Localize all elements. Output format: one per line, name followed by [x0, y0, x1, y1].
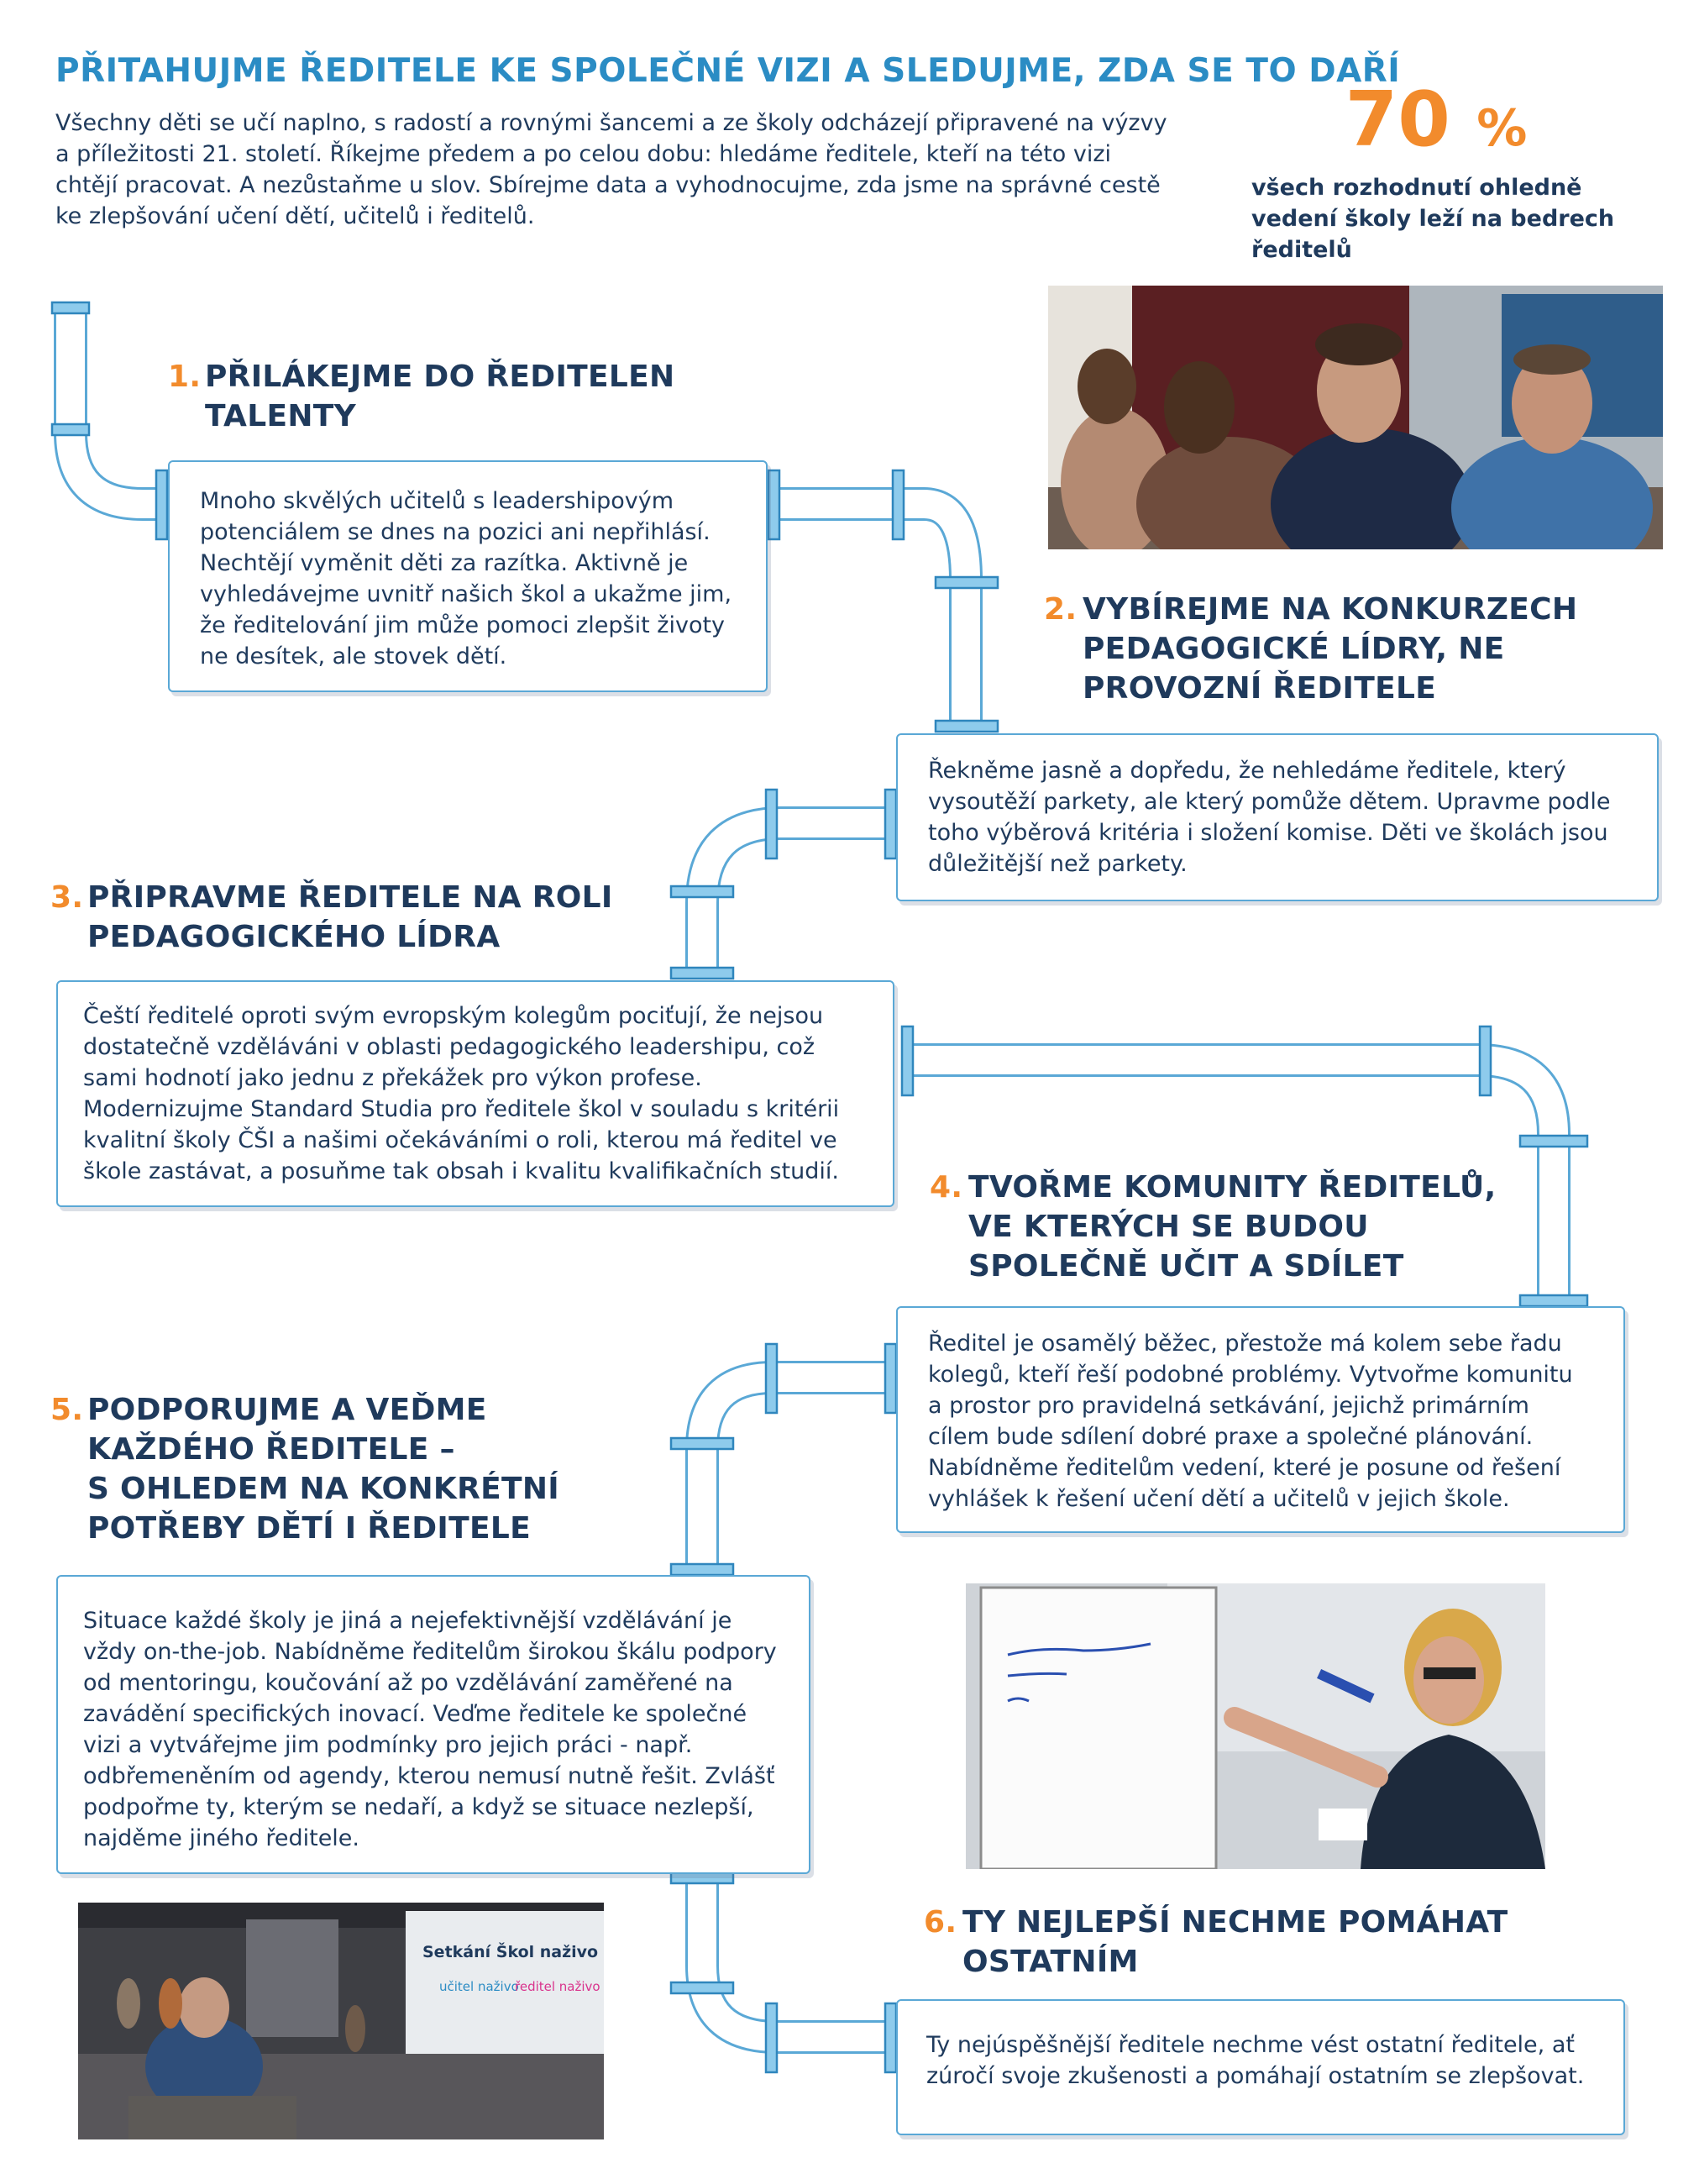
step-5-title-line-2: KAŽDÉHO ŘEDITELE – [87, 1432, 455, 1467]
step-2-box [896, 733, 1659, 901]
photo-flipchart-presenter [966, 1583, 1545, 1869]
step-2-text: Řekněme jasně a dopředu, že nehledáme ředitele, který vysoutěží parkety, ale který pomůže dětem. Upravme podle toho výběrová kritéria i složení komise. Děti ve školách jsou důležitější než parkety. [928, 758, 1611, 877]
step-5-title-line-4: POTŘEBY DĚTÍ I ŘEDITELE [87, 1511, 531, 1546]
step-2-title-line-2: PEDAGOGICKÉ LÍDRY, NE [1083, 632, 1505, 666]
step-3-box [56, 980, 894, 1207]
step-4-heading [930, 1168, 1496, 1286]
step-6-number: 6. [924, 1905, 957, 1940]
step-5-box [56, 1575, 810, 1874]
step-3-title-line-2: PEDAGOGICKÉHO LÍDRA [87, 920, 501, 954]
step-6-title-line-2: OSTATNÍM [962, 1945, 1139, 1979]
photo-event-hall [78, 1903, 604, 2139]
step-4-title-line-3: SPOLEČNĚ UČIT A SDÍLET [968, 1249, 1404, 1284]
step-1-heading [168, 357, 674, 436]
step-1-box [168, 460, 768, 692]
pipe-segment-2 [768, 470, 998, 732]
step-4-title-line-2: VE KTERÝCH SE BUDOU [968, 1210, 1369, 1244]
pipe-segment-1 [52, 302, 168, 539]
step-3-heading [50, 878, 613, 957]
step-2-heading [1044, 590, 1577, 708]
step-2-title-line-3: PROVOZNÍ ŘEDITELE [1083, 671, 1437, 706]
stat-description: všech rozhodnutí ohledně vedení školy leží na bedrech ředitelů [1251, 175, 1615, 263]
step-2-title-line-1: VYBÍREJME NA KONKURZECH [1083, 592, 1578, 627]
intro-paragraph: Všechny děti se učí naplno, s radostí a rovnými šancemi a ze školy odcházejí připravené na výzvy a příležitosti 21. století. Říkejme předem a po celou dobu: hledáme ředitele, kteří na této vizi chtějí pracovat. A nezůstaňme u slov. Sbírejme data a vyhodnocujme, zda jsme na správné cestě ke zlepšování učení dětí, učitelů i ředitelů. [55, 110, 1167, 229]
screen-logo-left: učitel naživo [439, 1979, 519, 1994]
step-5-text: Situace každé školy je jiná a nejefektivnější vzdělávání je vždy on-the-job. Nabídněme ředitelům širokou škálu podpory od mentoringu, koučování až po vzdělávání zaměřené na zavádění specifických inovací. Veďme ředitele ke společné vizi a vytvářejme jim podmínky pro jejich práci - např. odbřemeněním od agendy, kterou nemusí nutně řešit. Zvlášť podpořme ty, kterým se nedaří, a když se situace nezlepší, najděme jiného ředitele. [83, 1608, 777, 1851]
pipe-segment-3 [671, 790, 896, 979]
step-1-title-line-2: TALENTY [205, 399, 357, 433]
step-5-heading [50, 1390, 559, 1548]
step-6-box [896, 1999, 1625, 2135]
photo-workshop-participants [1048, 286, 1663, 549]
page-title: PŘITAHUJME ŘEDITELE KE SPOLEČNÉ VIZI A SLEDUJME, ZDA SE TO DAŘÍ [55, 52, 1401, 90]
step-1-text: Mnoho skvělých učitelů s leadershipovým potenciálem se dnes na pozici ani nepřihlásí. Nechtějí vyměnit děti za razítka. Aktivně je vyhledávejme uvnitř našich škol a ukažme jim, že ředitelování jim může pomoci zlepšit životy ne desítek, ale stovek dětí. [200, 488, 732, 669]
step-6-heading [924, 1903, 1508, 1982]
screen-title: Setkání Škol naživo [422, 1943, 599, 1961]
step-3-number: 3. [50, 880, 84, 915]
step-4-text: Ředitel je osamělý běžec, přestože má kolem sebe řadu kolegů, kteří řeší podobné problémy. Vytvořme komunitu a prostor pro pravidelná setkávání, jejichž primárním cílem bude sdílení dobré praxe a společné plánování. Nabídněme ředitelům vedení, které je posune od řešení vyhlášek k řešení učení dětí a učitelů v jejich škole. [928, 1331, 1573, 1512]
step-6-title-line-1: TY NEJLEPŠÍ NECHME POMÁHAT [962, 1905, 1508, 1940]
step-4-title-line-1: TVOŘME KOMUNITY ŘEDITELŮ, [968, 1170, 1497, 1205]
step-1-title-line-1: PŘILÁKEJME DO ŘEDITELEN [205, 360, 675, 394]
step-1-number: 1. [168, 360, 202, 394]
stat-number [1310, 76, 1562, 164]
stat-value: 70 [1345, 76, 1450, 164]
step-2-number: 2. [1044, 592, 1078, 627]
step-3-title-line-1: PŘIPRAVME ŘEDITELE NA ROLI [87, 880, 613, 915]
step-5-title-line-3: S OHLEDEM NA KONKRÉTNÍ [87, 1472, 559, 1506]
step-5-title-line-1: PODPORUJME A VEĎME [87, 1393, 487, 1427]
stat-unit: % [1476, 99, 1528, 158]
pipe-segment-5 [671, 1344, 896, 1575]
step-4-number: 4. [930, 1170, 963, 1205]
step-3-text: Čeští ředitelé oproti svým evropským kolegům pociťují, že nejsou dostatečně vzděláváni v oblasti pedagogického leadershipu, což sami hodnotí jako jednu z překážek pro výkon profese. Modernizujme Standard Studia pro ředitele škol v souladu s kritérii kvalitní školy ČŠI a našimi očekáváními o roli, kterou má ředitel ve škole zastávat, a posuňme tak obsah i kvalitu kvalifikačních studií. [83, 1003, 840, 1184]
pipe-segment-6 [671, 1872, 896, 2072]
step-5-number: 5. [50, 1393, 84, 1427]
step-4-box [896, 1306, 1625, 1533]
screen-logo-right: ředitel naživo [515, 1979, 600, 1994]
step-6-text: Ty nejúspěšnější ředitele nechme vést ostatní ředitele, ať zúročí svoje zkušenosti a pomáhají ostatním se zlepšovat. [926, 2032, 1585, 2089]
